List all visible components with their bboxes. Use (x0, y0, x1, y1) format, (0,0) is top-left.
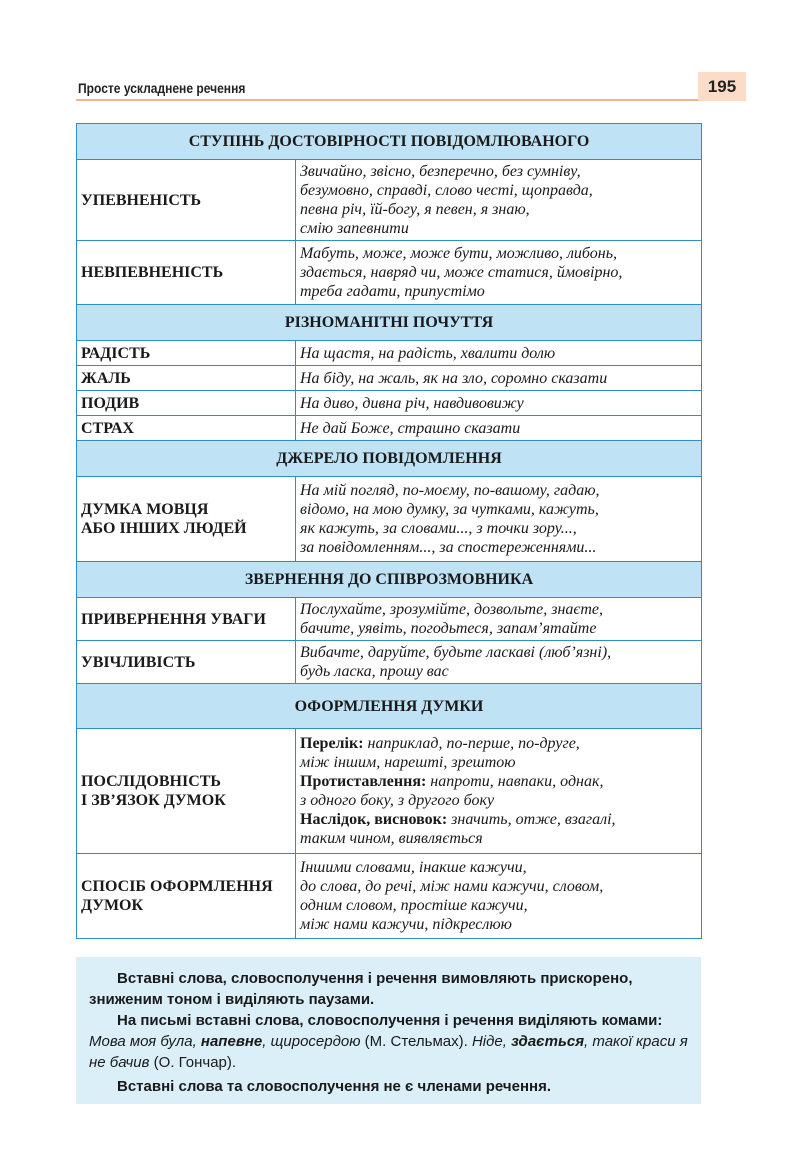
table-row (77, 416, 702, 441)
label-line: ДУМКА МОВЦЯ (81, 501, 209, 518)
example-line: за повідомленням..., за спостереженнями... (300, 539, 597, 556)
example-line: треба гадати, припустімо (300, 283, 485, 300)
example-line: певна річ, їй-богу, я певен, я знаю, (300, 201, 530, 218)
table-row (77, 160, 702, 241)
table-row (77, 641, 702, 684)
example-line: Послухайте, зрозумійте, дозвольте, знаєте, (300, 601, 604, 618)
example-line: На мій погляд, по-моєму, по-вашому, гадаю, (300, 482, 600, 499)
category-label: РАДІСТЬ (77, 341, 296, 366)
section-title: ЗВЕРНЕННЯ ДО СПІВРОЗМОВНИКА (77, 562, 702, 598)
example-line: одним словом, простіше кажучи, (300, 897, 528, 914)
examples-cell (296, 598, 702, 641)
table-row (77, 854, 702, 939)
example-line: таким чином, виявляється (300, 830, 483, 847)
category-label (77, 854, 296, 939)
examples-cell: На диво, дивна річ, навдивовижу (296, 391, 702, 416)
example-line: між нами кажучи, підкреслюю (300, 916, 512, 933)
category-label: УПЕВНЕНІСТЬ (77, 160, 296, 241)
table-row (77, 241, 702, 305)
examples-cell (296, 241, 702, 305)
page-number: 195 (698, 72, 746, 101)
section-header-row (77, 124, 702, 160)
example-line (300, 772, 697, 791)
category-label: ЖАЛЬ (77, 366, 296, 391)
example-line: здається, навряд чи, може статися, ймовірно, (300, 264, 623, 281)
source-attribution: (О. Гончар). (149, 1054, 237, 1071)
section-header-row (77, 684, 702, 729)
examples-cell (296, 477, 702, 562)
example-line: як кажуть, за словами..., з точки зору..., (300, 520, 577, 537)
example-text: значить, отже, взагалі, (447, 811, 616, 828)
table-row (77, 598, 702, 641)
example-text: Мова моя була, (89, 1033, 201, 1050)
example-line: Вибачте, даруйте, будьте ласкаві (люб’язні), (300, 644, 612, 661)
section-title: ОФОРМЛЕННЯ ДУМКИ (77, 684, 702, 729)
table-row (77, 477, 702, 562)
example-line: безумовно, справді, слово честі, щоправда, (300, 182, 593, 199)
category-label: СТРАХ (77, 416, 296, 441)
example-text: напроти, навпаки, однак, (426, 773, 604, 790)
example-line: будь ласка, прошу вас (300, 663, 449, 680)
label-line: ПОСЛІДОВНІСТЬ (81, 773, 221, 790)
category-label (77, 477, 296, 562)
example-line (300, 734, 697, 753)
table-row (77, 341, 702, 366)
section-title: ДЖЕРЕЛО ПОВІДОМЛЕННЯ (77, 441, 702, 477)
example-line: Мабуть, може, може бути, можливо, либонь, (300, 245, 617, 262)
running-header (76, 72, 746, 102)
examples-cell: На біду, на жаль, як на зло, соромно сказати (296, 366, 702, 391)
term: Наслідок, висновок: (300, 811, 448, 828)
rule-paragraph: Вставні слова, словосполучення і речення вимовляють прискорено, зниженим тоном і виділяють паузами. (89, 970, 633, 1008)
example-text: , щиросердою (262, 1033, 361, 1050)
rule-paragraph: Вставні слова та словосполучення не є членами речення. (117, 1078, 551, 1095)
table-row (77, 729, 702, 854)
example-line: відомо, на мою думку, за чутками, кажуть, (300, 501, 599, 518)
examples-cell (296, 729, 702, 854)
examples-cell: На щастя, на радість, хвалити долю (296, 341, 702, 366)
highlighted-word: здається (511, 1033, 585, 1050)
section-title: СТУПІНЬ ДОСТОВІРНОСТІ ПОВІДОМЛЮВАНОГО (77, 124, 702, 160)
section-header-row (77, 441, 702, 477)
examples-cell (296, 641, 702, 684)
example-line: Іншими словами, інакше кажучи, (300, 859, 527, 876)
header-rule (76, 99, 700, 101)
category-label: ПОДИВ (77, 391, 296, 416)
label-line: І ЗВ’ЯЗОК ДУМОК (81, 792, 226, 809)
term: Перелік: (300, 735, 364, 752)
examples-cell: Не дай Боже, страшно сказати (296, 416, 702, 441)
examples-cell (296, 854, 702, 939)
parenthetical-words-table (76, 123, 702, 939)
highlighted-word: напевне (200, 1033, 263, 1050)
label-line: АБО ІНШИХ ЛЮДЕЙ (81, 520, 247, 537)
label-line: СПОСІБ ОФОРМЛЕННЯ (81, 878, 273, 895)
section-header-row (77, 305, 702, 341)
section-title: РІЗНОМАНІТНІ ПОЧУТТЯ (77, 305, 702, 341)
example-line: смію запевнити (300, 220, 409, 237)
example-line: з одного боку, з другого боку (300, 792, 495, 809)
example-text: , такої краси я не бачив (89, 1033, 688, 1071)
header-title: Просте ускладнене речення (78, 80, 246, 96)
table-row (77, 391, 702, 416)
section-header-row (77, 562, 702, 598)
label-line: ДУМОК (81, 897, 144, 914)
example-line: між іншим, нарешті, зрештою (300, 754, 516, 771)
example-line (300, 810, 697, 829)
table-row (77, 366, 702, 391)
example-text: наприклад, по-перше, по-друге, (363, 735, 580, 752)
example-line: Звичайно, звісно, безперечно, без сумніву, (300, 163, 581, 180)
category-label (77, 729, 296, 854)
category-label: ПРИВЕРНЕННЯ УВАГИ (77, 598, 296, 641)
rule-note-box (76, 957, 701, 1104)
example-line: до слова, до речі, між нами кажучи, словом, (300, 878, 604, 895)
category-label: УВІЧЛИВІСТЬ (77, 641, 296, 684)
examples-cell (296, 160, 702, 241)
term: Протиставлення: (300, 773, 427, 790)
example-paragraph (89, 1031, 689, 1073)
example-line: бачите, уявіть, погодьтеся, запам’ятайте (300, 620, 597, 637)
source-attribution: (М. Стельмах). (360, 1033, 472, 1050)
example-text: Ніде, (471, 1033, 512, 1050)
rule-paragraph: На письмі вставні слова, словосполучення і речення виділяють комами: (117, 1012, 663, 1029)
category-label: НЕВПЕВНЕНІСТЬ (77, 241, 296, 305)
